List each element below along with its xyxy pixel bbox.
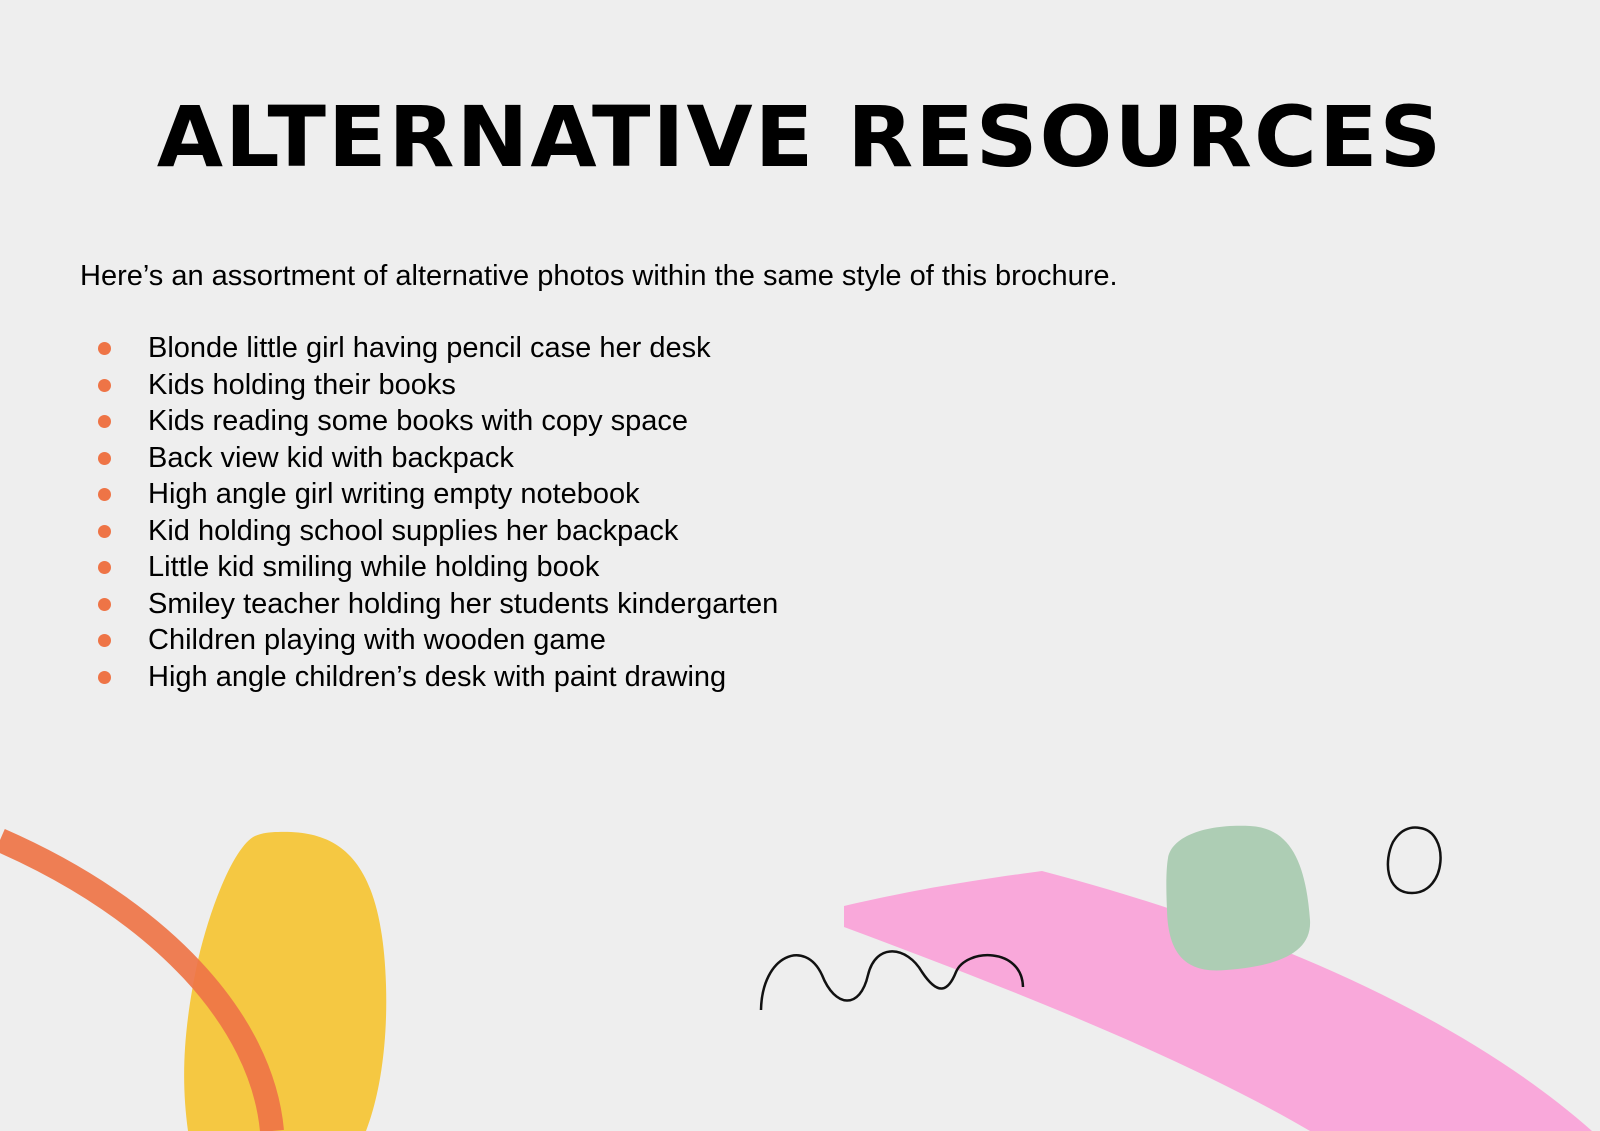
list-item-label: High angle children’s desk with paint drawing: [148, 660, 727, 693]
page-title: ALTERNATIVE RESOURCES: [156, 88, 1444, 186]
intro-text: Here’s an assortment of alternative photos within the same style of this brochure.: [80, 260, 1118, 292]
list-item-label: Smiley teacher holding her students kindergarten: [148, 587, 779, 620]
list-item-label: Children playing with wooden game: [148, 624, 606, 656]
list-item-label: Blonde little girl having pencil case her desk: [148, 332, 711, 364]
green-blob: [1166, 826, 1310, 971]
list-item-label: Back view kid with backpack: [148, 441, 514, 474]
list-item-label: Kid holding school supplies her backpack: [148, 514, 679, 547]
list-item-label: Little kid smiling while holding book: [148, 551, 600, 583]
list-item-label: High angle girl writing empty notebook: [148, 478, 640, 510]
loop-doodle: [1388, 828, 1441, 893]
list-item-label: Kids holding their books: [148, 368, 456, 401]
list-item-label: Kids reading some books with copy space: [148, 405, 689, 437]
